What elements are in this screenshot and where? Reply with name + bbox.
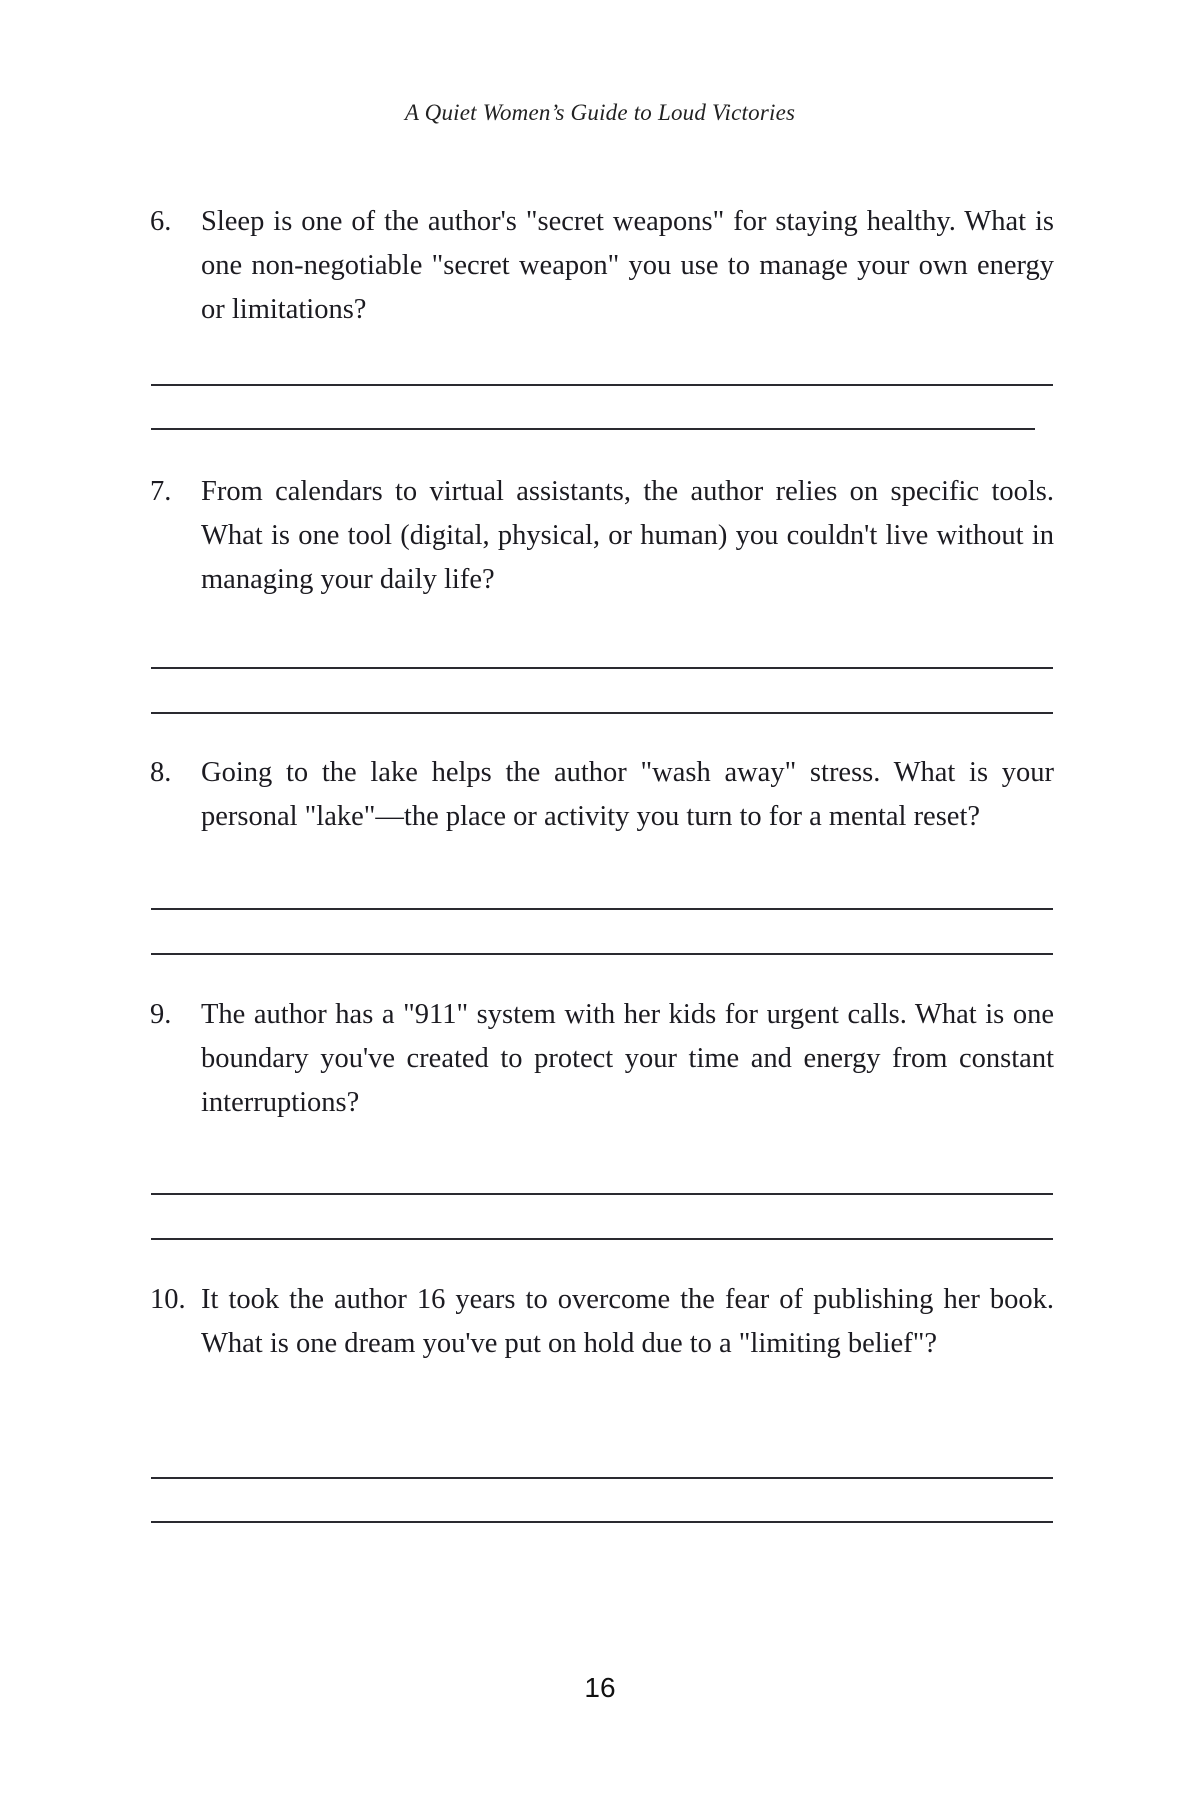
question-number: 8.: [150, 757, 172, 788]
question-row: [150, 993, 1054, 1125]
question-7: [150, 470, 1054, 602]
question-6: [150, 200, 1054, 332]
answer-line[interactable]: [151, 1238, 1053, 1240]
running-header-title: A Quiet Women’s Guide to Loud Victories: [404, 100, 796, 125]
answer-line[interactable]: [151, 908, 1053, 910]
answer-line[interactable]: [151, 667, 1053, 669]
answer-line[interactable]: [151, 1193, 1053, 1195]
question-10: [150, 1278, 1054, 1366]
question-text: From calendars to virtual assistants, the author relies on specific tools. What is one tool (digital, physical, or human) you couldn't live without in managing your daily life?: [201, 476, 1054, 595]
page-number: 16: [584, 1672, 616, 1703]
question-number: 10.: [150, 1284, 186, 1315]
question-number: 6.: [150, 206, 172, 237]
question-9: [150, 993, 1054, 1125]
question-text: Sleep is one of the author's "secret weapons" for staying healthy. What is one non-negotiable "secret weapon" you use to manage your own energy or limitations?: [201, 206, 1054, 325]
question-text: Going to the lake helps the author "wash away" stress. What is your personal "lake"—the place or activity you turn to for a mental reset?: [201, 757, 1054, 832]
answer-line[interactable]: [151, 428, 1035, 430]
answer-line[interactable]: [151, 712, 1053, 714]
question-row: [150, 200, 1054, 332]
question-row: [150, 1278, 1054, 1366]
answer-line[interactable]: [151, 1521, 1053, 1523]
question-8: [150, 751, 1054, 839]
question-row: [150, 751, 1054, 839]
question-number: 7.: [150, 476, 172, 507]
question-text: The author has a "911" system with her kids for urgent calls. What is one boundary you've created to protect your time and energy from constant interruptions?: [201, 999, 1054, 1118]
answer-line[interactable]: [151, 953, 1053, 955]
answer-line[interactable]: [151, 384, 1053, 386]
question-number: 9.: [150, 999, 172, 1030]
answer-line[interactable]: [151, 1477, 1053, 1479]
question-row: [150, 470, 1054, 602]
question-text: It took the author 16 years to overcome the fear of publishing her book. What is one dream you've put on hold due to a "limiting belief"?: [201, 1284, 1054, 1359]
